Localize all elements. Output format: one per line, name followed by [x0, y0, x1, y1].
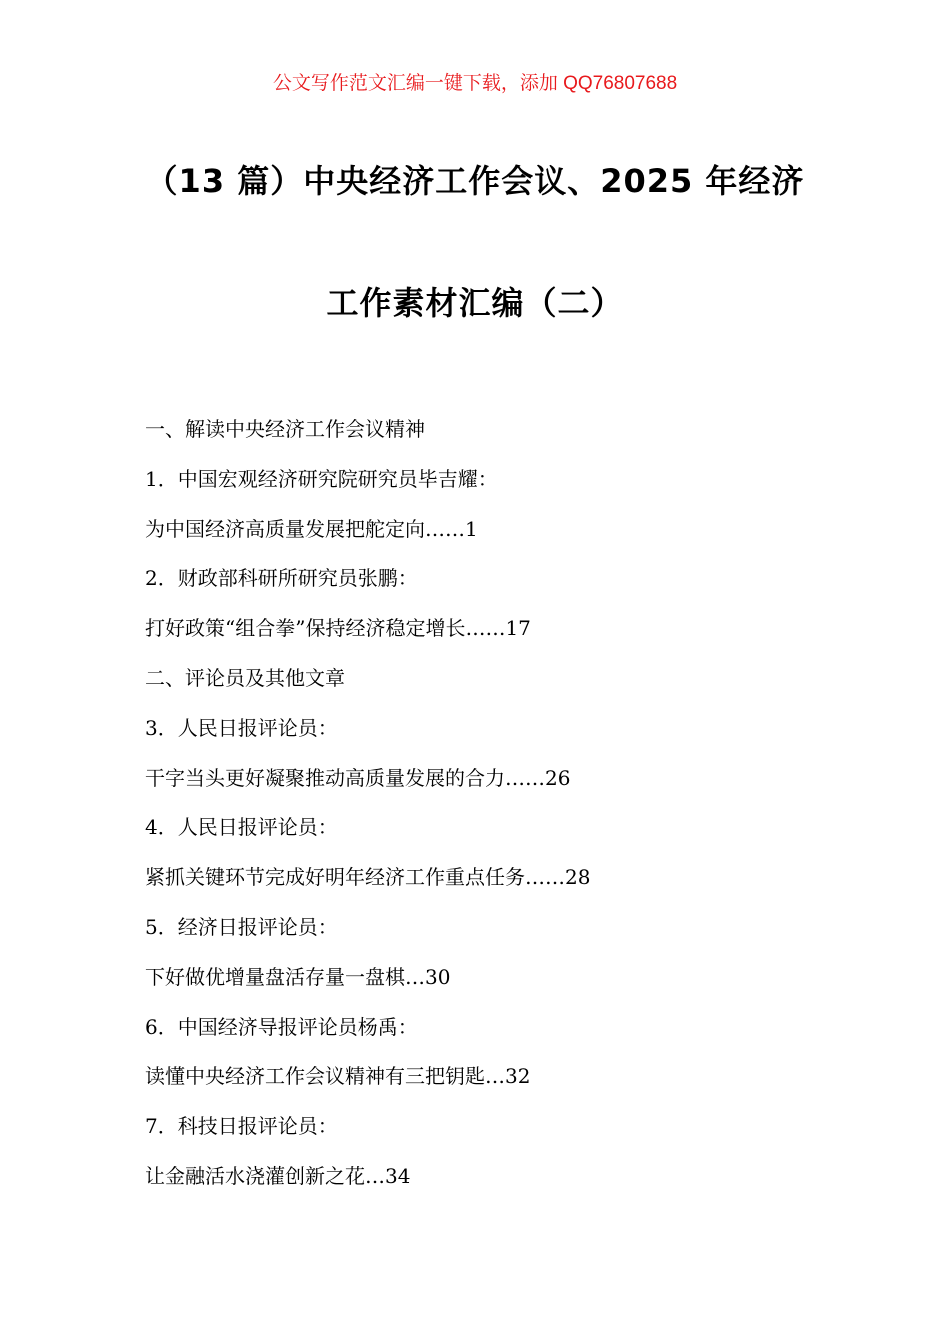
toc-item-author: 2．财政部科研所研究员张鹏： — [145, 566, 418, 591]
toc-item-title: 紧抓关键环节完成好明年经济工作重点任务……28 — [145, 865, 591, 890]
toc-item-author: 7．科技日报评论员： — [145, 1114, 338, 1139]
toc-section-heading: 一、解读中央经济工作会议精神 — [145, 417, 425, 441]
toc-item-author: 1．中国宏观经济研究院研究员毕吉耀： — [145, 466, 498, 491]
download-banner[interactable]: 公文写作范文汇编一键下载，添加 QQ76807688 — [272, 73, 678, 94]
toc-item-title: 为中国经济高质量发展把舵定向……1 — [145, 516, 478, 541]
toc-item-author: 6．中国经济导报评论员杨禹： — [145, 1014, 418, 1039]
toc-item-title: 读懂中央经济工作会议精神有三把钥匙…32 — [145, 1064, 531, 1089]
toc-section-heading: 二、评论员及其他文章 — [145, 665, 345, 690]
toc-item-title: 下好做优增量盘活存量一盘棋…30 — [145, 964, 451, 989]
toc-item-title: 干字当头更好凝聚推动高质量发展的合力……26 — [145, 765, 571, 790]
toc-item-author: 4．人民日报评论员： — [145, 815, 338, 840]
document-title-line-1: （13 篇）中央经济工作会议、2025 年经济 — [145, 162, 805, 200]
toc-item-title: 打好政策“组合拳”保持经济稳定增长……17 — [145, 616, 531, 641]
toc-item-title: 让金融活水浇灌创新之花…34 — [145, 1163, 411, 1188]
table-of-contents — [145, 414, 590, 1211]
toc-item-author: 3．人民日报评论员： — [145, 715, 338, 740]
toc-item-author: 5．经济日报评论员： — [145, 914, 338, 939]
document-title-line-2: 工作素材汇编（二） — [326, 284, 624, 322]
